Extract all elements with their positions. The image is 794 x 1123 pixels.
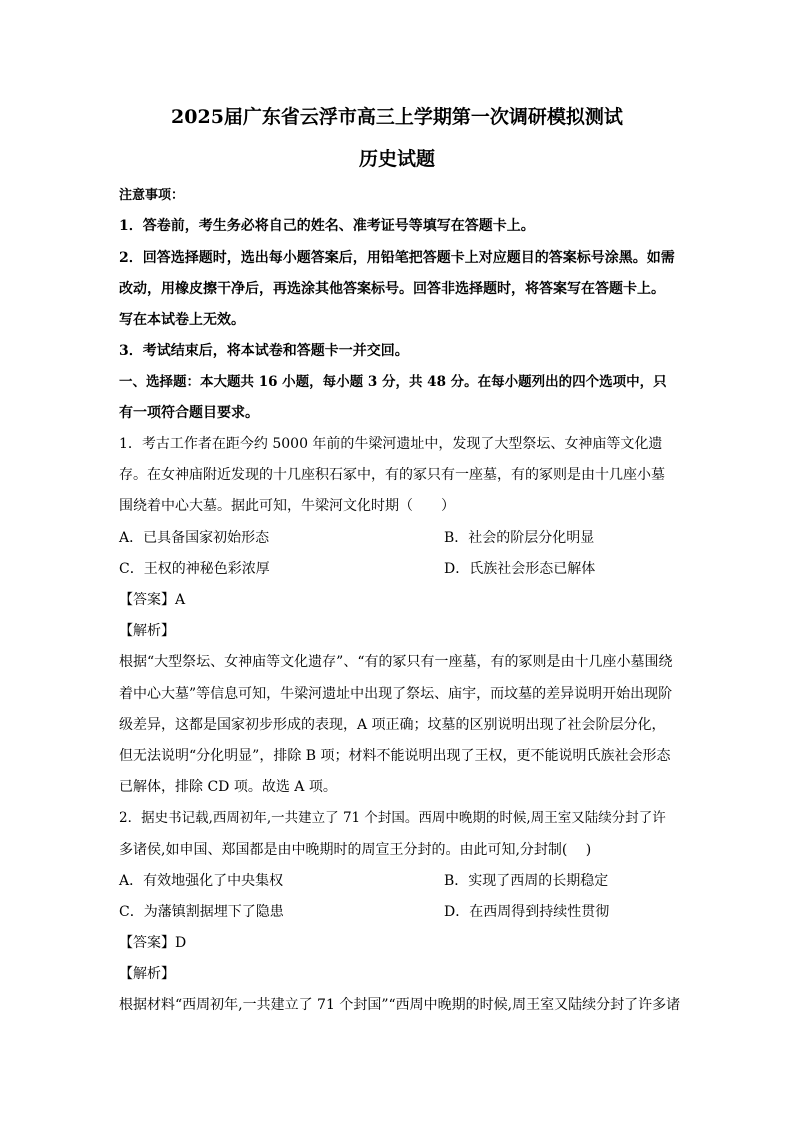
q2-option-d: D．在西周得到持续性贯彻 xyxy=(444,904,610,920)
note-2-line-2: 改动，用橡皮擦干净后，再选涂其他答案标号。回答非选择题时，将答案写在答题卡上。 xyxy=(119,281,665,297)
q1-stem-line-1: 1．考古工作者在距今约 5000 年前的牛梁河遗址中，发现了大型祭坛、女神庙等文化遗 xyxy=(119,436,663,452)
q1-option-c: C．王权的神秘色彩浓厚 xyxy=(119,561,270,577)
q1-answer: 【答案】A xyxy=(119,592,186,608)
q2-analysis-line-1: 根据材料“西周初年,一共建立了 71 个封国”“西周中晚期的时候,周王室又陆续分封了许多诸 xyxy=(119,997,681,1013)
q2-option-b: B．实现了西周的长期稳定 xyxy=(444,873,609,889)
q2-analysis-heading: 【解析】 xyxy=(119,966,175,982)
q2-stem-line-1: 2．据史书记载,西周初年,一共建立了 71 个封国。西周中晚期的时候,周王室又陆续分封了许 xyxy=(119,810,666,826)
note-1: 1．答卷前，考生务必将自己的姓名、准考证号等填写在答题卡上。 xyxy=(119,218,535,234)
q1-analysis-line-4: 但无法说明“分化明显”，排除 B 项；材料不能说明出现了王权，更不能说明氏族社会形态 xyxy=(119,748,671,764)
q1-analysis-line-3: 级差异，这都是国家初步形成的表现，A 项正确；坟墓的区别说明出现了社会阶层分化， xyxy=(119,717,666,733)
note-2-line-3: 写在本试卷上无效。 xyxy=(119,312,245,328)
q1-analysis-line-2: 着中心大墓”等信息可知，牛梁河遗址中出现了祭坛、庙宇，而坟墓的差异说明开始出现阶 xyxy=(119,686,673,702)
exam-title: 2025届广东省云浮市高三上学期第一次调研模拟测试 xyxy=(171,106,623,128)
notes-heading: 注意事项： xyxy=(119,188,185,203)
exam-subject: 历史试题 xyxy=(358,148,435,170)
note-3: 3．考试结束后，将本试卷和答题卡一并交回。 xyxy=(119,343,409,359)
q1-analysis-heading: 【解析】 xyxy=(119,623,175,639)
q2-option-c: C．为藩镇割据埋下了隐患 xyxy=(119,904,284,920)
q2-stem-line-2: 多诸侯,如申国、郑国都是由中晚期时的周宣王分封的。由此可知,分封制( ) xyxy=(119,842,592,858)
section-heading-line-2: 有一项符合题目要求。 xyxy=(119,405,259,421)
q1-option-b: B．社会的阶层分化明显 xyxy=(444,530,595,546)
q1-option-a: A．已具备国家初始形态 xyxy=(119,530,270,546)
q1-option-d: D．氏族社会形态已解体 xyxy=(444,561,596,577)
section-heading-line-1: 一、选择题：本大题共 16 小题，每小题 3 分，共 48 分。在每小题列出的四个选项中，只 xyxy=(119,374,667,390)
q1-stem-line-2: 存。在女神庙附近发现的十几座积石冢中，有的冢只有一座墓，有的冢则是由十几座小墓 xyxy=(119,467,665,483)
q1-stem-line-3: 围绕着中心大墓。据此可知，牛梁河文化时期（ ） xyxy=(119,498,455,514)
q1-analysis-line-1: 根据“大型祭坛、女神庙等文化遗存”、“有的冢只有一座墓，有的冢则是由十几座小墓围绕 xyxy=(119,654,673,670)
q2-answer: 【答案】D xyxy=(119,935,187,951)
q1-analysis-line-5: 已解体，排除 CD 项。故选 A 项。 xyxy=(119,779,337,795)
note-2-line-1: 2．回答选择题时，选出每小题答案后，用铅笔把答题卡上对应题目的答案标号涂黑。如需 xyxy=(119,250,675,266)
q2-option-a: A．有效地强化了中央集权 xyxy=(119,873,284,889)
